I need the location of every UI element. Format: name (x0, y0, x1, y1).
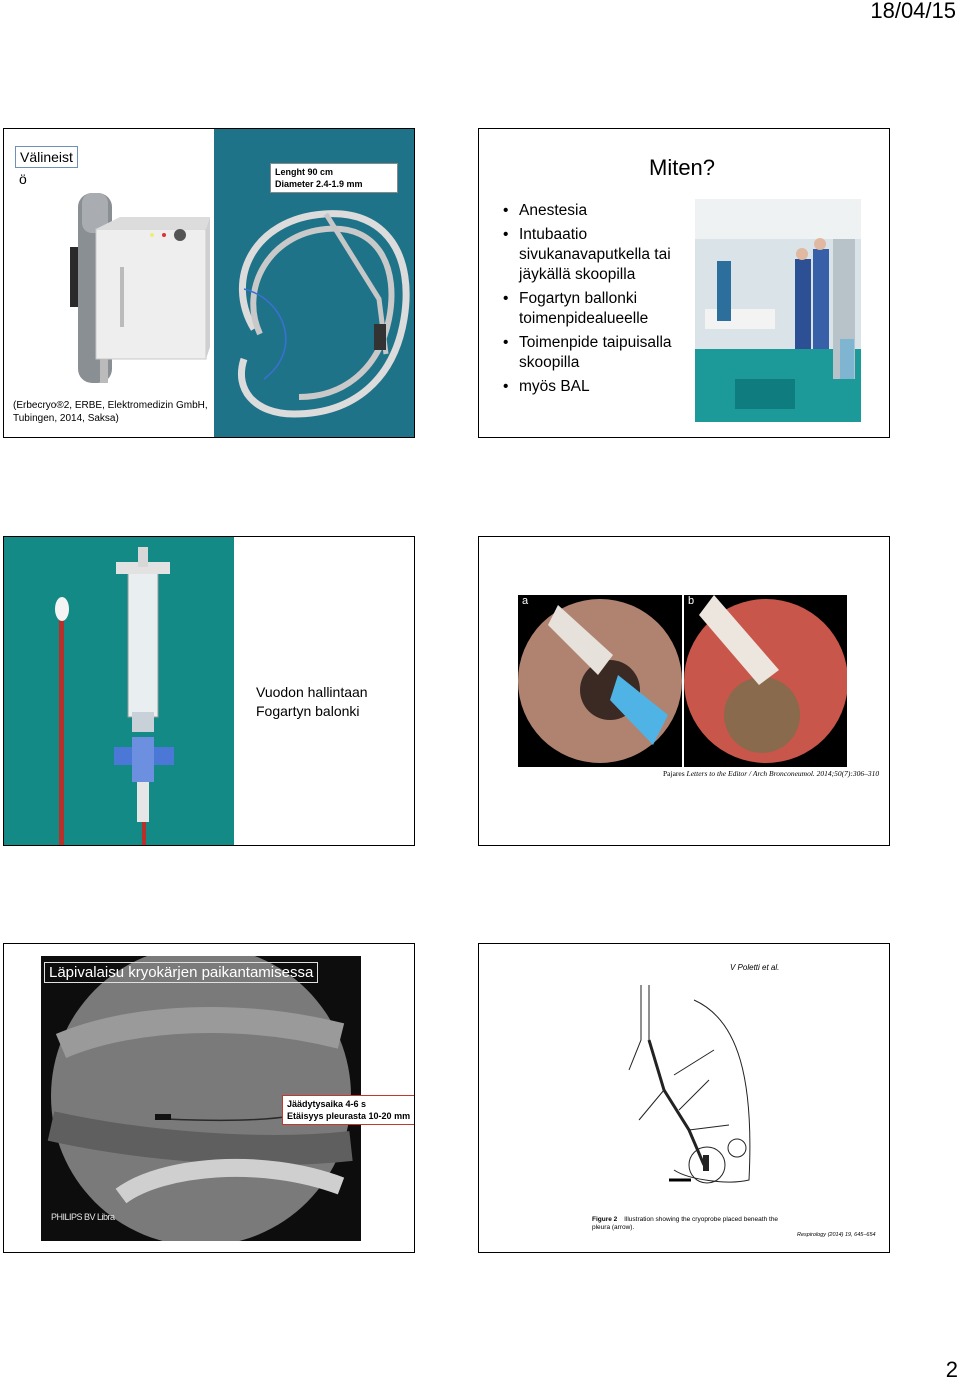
page-number: 2 (945, 1357, 958, 1382)
slide-title: Miten? (649, 155, 716, 180)
operating-room-photo (695, 199, 861, 422)
image-label-b: b (688, 595, 695, 607)
list-item: • Fogartyn ballonki toimenpidealueelle (501, 289, 681, 329)
slide-title: Läpivalaisu kryokärjen paikantamisessa (44, 962, 318, 983)
xray-brand-label: PHILIPS BV Libra (51, 1212, 115, 1222)
slide-title-overflow: ö (19, 171, 27, 187)
image-label-a: a (522, 595, 529, 607)
probe-spec-box: Lenght 90 cm Diameter 2.4-1.9 mm (270, 163, 398, 193)
slide-title: Välineist (15, 146, 78, 168)
list-item: • Anestesia (501, 201, 681, 221)
endoscopy-image-b (684, 595, 847, 767)
list-item: • Toimenpide taipuisalla skoopilla (501, 333, 681, 373)
procedure-steps-list (501, 201, 681, 401)
slide-procedure (478, 128, 890, 438)
freezing-info-box: Jäädytysaika 4-6 s Etäisyys pleurasta 10-20 mm (282, 1095, 415, 1125)
figure-author: V Poletti et al. (730, 963, 780, 972)
page-date: 18/04/15 (870, 0, 956, 23)
slide-endoscopy-images (478, 536, 890, 846)
endoscopy-image-a (518, 595, 682, 767)
list-item: • Intubaatio sivukanavaputkella tai jäykällä skoopilla (501, 225, 681, 285)
lung-cryoprobe-illustration (619, 980, 759, 1210)
slide-equipment (3, 128, 415, 438)
bleeding-control-text: Vuodon hallintaan Fogartyn balonki (256, 684, 368, 719)
cryo-device-photo (60, 187, 212, 387)
list-item: • myös BAL (501, 377, 681, 397)
figure-label: Figure 2 (592, 1216, 618, 1223)
journal-reference: Respirology (2014) 19, 645–654 (797, 1232, 876, 1238)
slide-illustration (478, 943, 890, 1253)
device-credit: (Erbecryo®2, ERBE, Elektromedizin GmbH, Tubingen, 2014, Saksa) (13, 400, 208, 424)
endoscopy-citation: Pajares Letters to the Editor / Arch Bronconeumol. 2014;50(7):306–310 (663, 769, 880, 778)
slide-bleeding-control (3, 536, 415, 846)
fogarty-balloon-photo (4, 537, 234, 846)
slide-fluoroscopy (3, 943, 415, 1253)
figure-caption: Figure 2 Illustration showing the cryoprobe placed beneath the pleura (arrow). (592, 1216, 779, 1231)
